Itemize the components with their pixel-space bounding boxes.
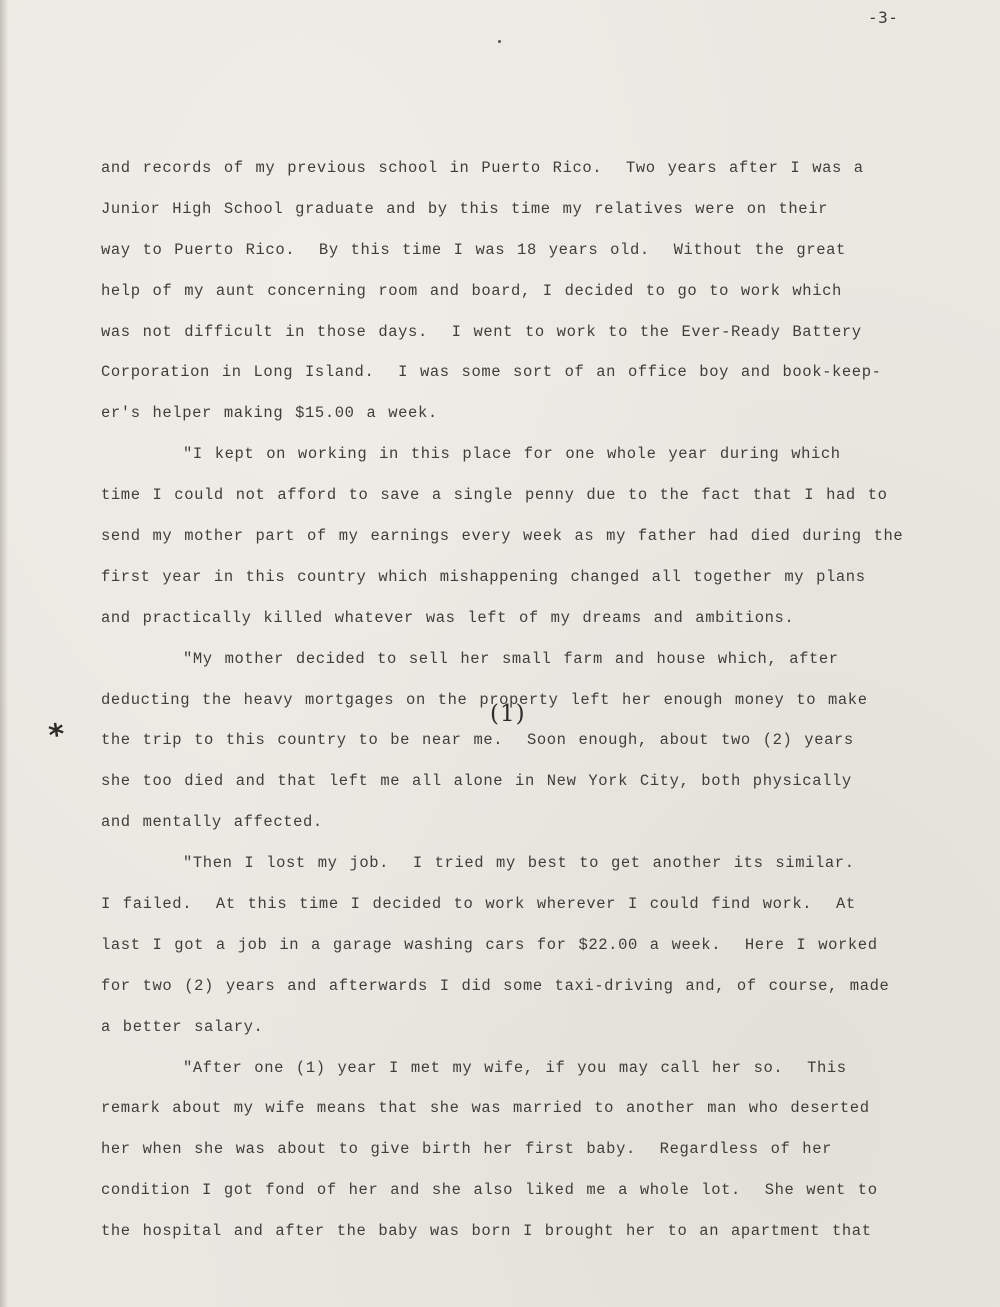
text-line: the hospital and after the baby was born I brought her to an apartment that [101,1222,872,1241]
paragraph-start-line: "Then I lost my job. I tried my best to get another its similar. [183,854,855,873]
text-line: was not difficult in those days. I went to work to the Ever-Ready Battery [101,322,862,341]
text-line: the trip to this country to be near me. Soon enough, about two (2) years [101,731,854,750]
text-line: I failed. At this time I decided to work wherever I could find work. At [101,895,856,914]
text-line: send my mother part of my earnings every week as my father had died during the [101,527,904,546]
text-line: a better salary. [101,1017,264,1036]
text-line: way to Puerto Rico. By this time I was 18 years old. Without the great [101,240,846,259]
paragraph-start-line: "I kept on working in this place for one whole year during which [183,445,841,464]
paper-edge-shadow [0,0,8,1307]
page-number: -3- [868,8,899,27]
text-line: for two (2) years and afterwards I did some taxi-driving and, of course, made [101,976,890,995]
text-line: condition I got fond of her and she also liked me a whole lot. She went to [101,1181,878,1200]
handwritten-footnote-reference: (1) [490,701,526,727]
text-line: first year in this country which mishappening changed all together my plans [101,567,866,586]
text-line: remark about my wife means that she was married to another man who deserted [101,1099,870,1118]
text-line: deducting the heavy mortgages on the property left her enough money to make [101,690,868,709]
text-line: and records of my previous school in Puerto Rico. Two years after I was a [101,159,864,177]
text-line: Corporation in Long Island. I was some sort of an office boy and book-keep- [101,363,882,382]
handwritten-asterisk-mark: * [46,717,68,754]
paragraph-start-line: "After one (1) year I met my wife, if you may call her so. This [183,1058,847,1077]
paper-speck [498,40,501,43]
text-line: and mentally affected. [101,813,323,832]
paragraph-start-line: "My mother decided to sell her small farm and house which, after [183,649,839,668]
text-line: her when she was about to give birth her first baby. Regardless of her [101,1140,833,1159]
text-line: time I could not afford to save a single penny due to the fact that I had to [101,486,888,505]
text-line: and practically killed whatever was left of my dreams and ambitions. [101,608,795,627]
text-line: er's helper making $15.00 a week. [101,404,438,423]
text-line: she too died and that left me all alone in New York City, both physically [101,772,852,791]
text-line: last I got a job in a garage washing cars for $22.00 a week. Here I worked [101,935,878,954]
text-line: help of my aunt concerning room and board, I decided to go to work which [101,281,842,300]
typewritten-body [101,148,921,1252]
text-line: Junior High School graduate and by this time my relatives were on their [101,199,829,218]
